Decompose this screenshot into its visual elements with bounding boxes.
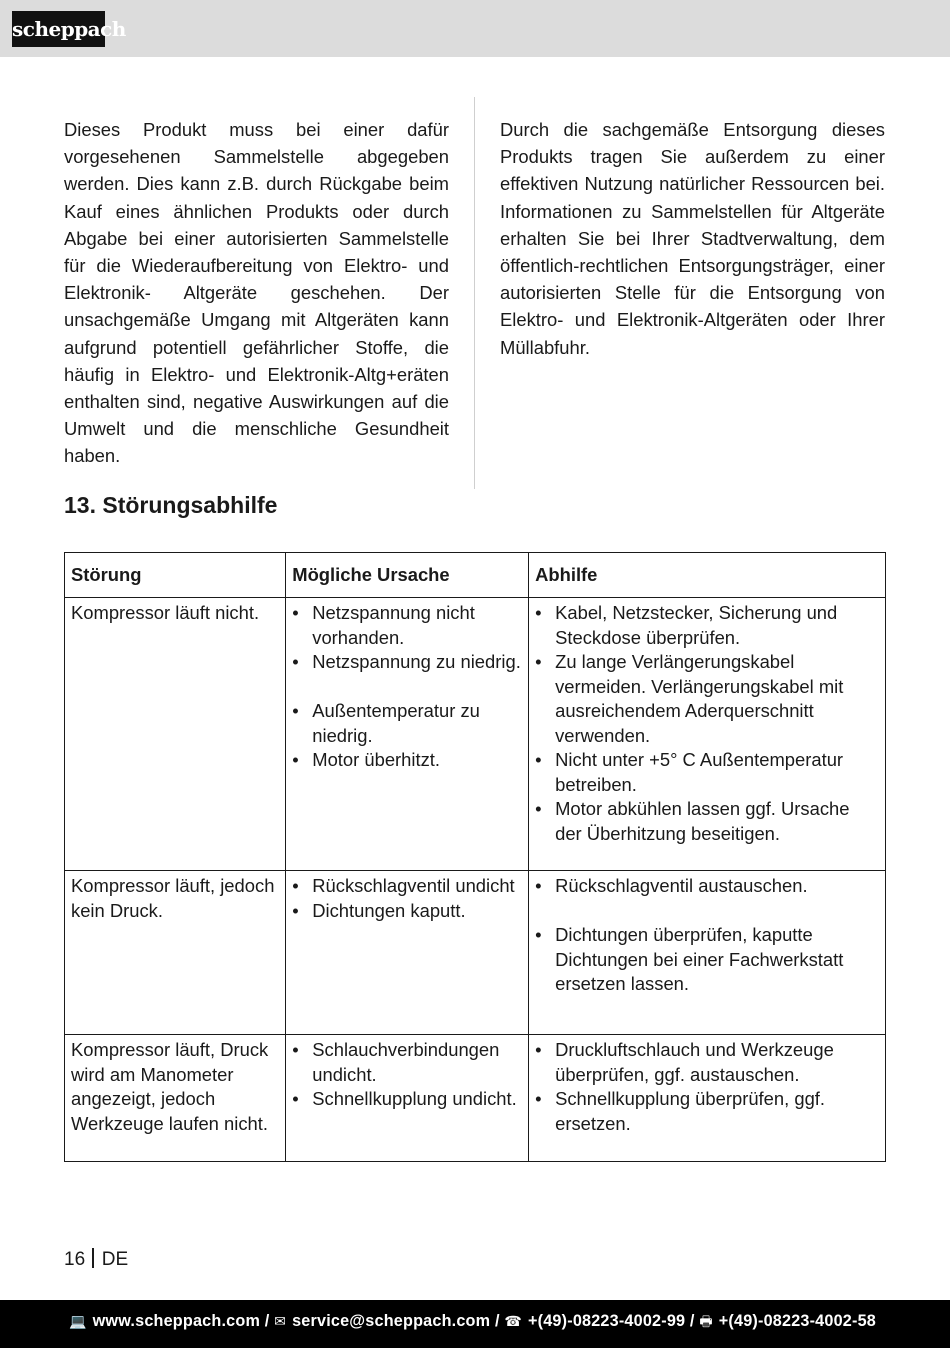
cause-cell [286, 1035, 529, 1162]
remedy-list [535, 1038, 879, 1136]
problem-cell: Kompressor läuft, jedoch kein Druck. [65, 871, 286, 1035]
fax-icon: 🖶 [699, 1313, 713, 1329]
cause-list [292, 874, 522, 923]
table-row [65, 1035, 886, 1162]
brand-logo: scheppach [12, 11, 105, 47]
list-item: • Kabel, Netzstecker, Sicherung und Steckdose überprüfen. [535, 601, 879, 650]
list-item: • Motor abkühlen lassen ggf. Ursache der Überhitzung beseitigen. [535, 797, 879, 846]
list-item: • Schlauchverbindungen undicht. [292, 1038, 522, 1087]
remedy-cell [529, 1035, 886, 1162]
column-divider [474, 97, 475, 489]
page-number-value: 16 [64, 1249, 86, 1270]
table-header-row [65, 553, 886, 598]
table-row [65, 598, 886, 871]
troubleshooting-table [64, 552, 886, 1162]
intro-right-text: Durch die sachgemäße Entsorgung dieses Produkts tragen Sie außerdem zu einer effektiven Nutzung natürlicher Ressourcen bei. Informationen zu Sammelstellen für Altgeräte erhalten Sie bei Ihrer Stadtverwaltung, dem öffentlich-rechtlichen Entsorgungsträger, einer autorisierten Stelle für die Entsorgung von Elektro- und Elektronik-Altgeräten oder Ihrer Müllabfuhr. [500, 119, 885, 358]
footer-separator: / [490, 1312, 505, 1330]
cause-cell [286, 598, 529, 871]
website-link[interactable]: www.scheppach.com [92, 1312, 261, 1330]
list-item: • Motor überhitzt. [292, 748, 522, 773]
mail-icon: ✉ [274, 1313, 287, 1329]
intro-left-text: Dieses Produkt muss bei einer dafür vorgesehenen Sammelstelle abgegeben werden. Dies kann z.B. durch Rückgabe beim Kauf eines ähnlichen Produkts oder durch Abgabe bei einer autorisierten Sammelstelle für die Wiederaufbereitung von Elektro- und Elektronik- Altgeräte geschehen. Der unsachgemäße Umgang mit Altgeräten kann aufgrund potentiell gefährlicher Stoffe, die häufig in Elektro- und Elektronik-Altg+eräten enthalten sind, negative Auswirkungen auf die Umwelt und die menschliche Gesundheit haben. [64, 119, 449, 467]
list-item: • Schnellkupplung undicht. [292, 1087, 522, 1112]
problem-cell: Kompressor läuft, Druck wird am Manometer angezeigt, jedoch Werkzeuge laufen nicht. [65, 1035, 286, 1162]
footer-contact [69, 1300, 876, 1342]
list-item: • Rückschlagventil undicht [292, 874, 522, 899]
header-bar [0, 0, 950, 57]
list-item: • Netzspannung zu niedrig. [292, 650, 522, 675]
list-item: • Dichtungen überprüfen, kaputte Dichtungen bei einer Fachwerkstatt ersetzen lassen. [535, 923, 879, 997]
header-remedy: Abhilfe [529, 553, 886, 598]
list-item: • Rückschlagventil austauschen. [535, 874, 879, 899]
intro-right-column [500, 116, 885, 361]
footer-bar [0, 1300, 950, 1348]
email-link[interactable]: service@scheppach.com [292, 1312, 491, 1330]
cause-list [292, 1038, 522, 1112]
page-number-divider [92, 1248, 94, 1268]
intro-left-column [64, 116, 449, 470]
computer-icon: 💻 [69, 1313, 87, 1329]
remedy-list [535, 874, 879, 997]
table-row [65, 871, 886, 1035]
footer-separator: / [685, 1312, 700, 1330]
problem-cell: Kompressor läuft nicht. [65, 598, 286, 871]
phone-icon: ☎ [504, 1313, 522, 1329]
phone-number: +(49)-08223-4002-99 [527, 1312, 686, 1330]
page-number [64, 1248, 128, 1271]
cause-cell [286, 871, 529, 1035]
header-problem: Störung [65, 553, 286, 598]
remedy-list [535, 601, 879, 846]
cause-list [292, 601, 522, 773]
header-cause: Mögliche Ursache [286, 553, 529, 598]
list-item: • Dichtungen kaputt. [292, 899, 522, 924]
footer-separator: / [260, 1312, 275, 1330]
list-item: • Schnellkupplung überprüfen, ggf. ersetzen. [535, 1087, 879, 1136]
fax-number: +(49)-08223-4002-58 [718, 1312, 876, 1330]
section-title: 13. Störungsabhilfe [64, 492, 278, 518]
list-item: • Druckluftschlauch und Werkzeuge überprüfen, ggf. austauschen. [535, 1038, 879, 1087]
remedy-cell [529, 871, 886, 1035]
list-item: • Außentemperatur zu niedrig. [292, 699, 522, 748]
remedy-cell [529, 598, 886, 871]
page-language: DE [101, 1249, 129, 1270]
list-item: • Zu lange Verlängerungskabel vermeiden. Verlängerungskabel mit ausreichendem Aderquerschnitt verwenden. [535, 650, 879, 748]
list-item: • Netzspannung nicht vorhanden. [292, 601, 522, 650]
list-item: • Nicht unter +5° C Außentemperatur betreiben. [535, 748, 879, 797]
